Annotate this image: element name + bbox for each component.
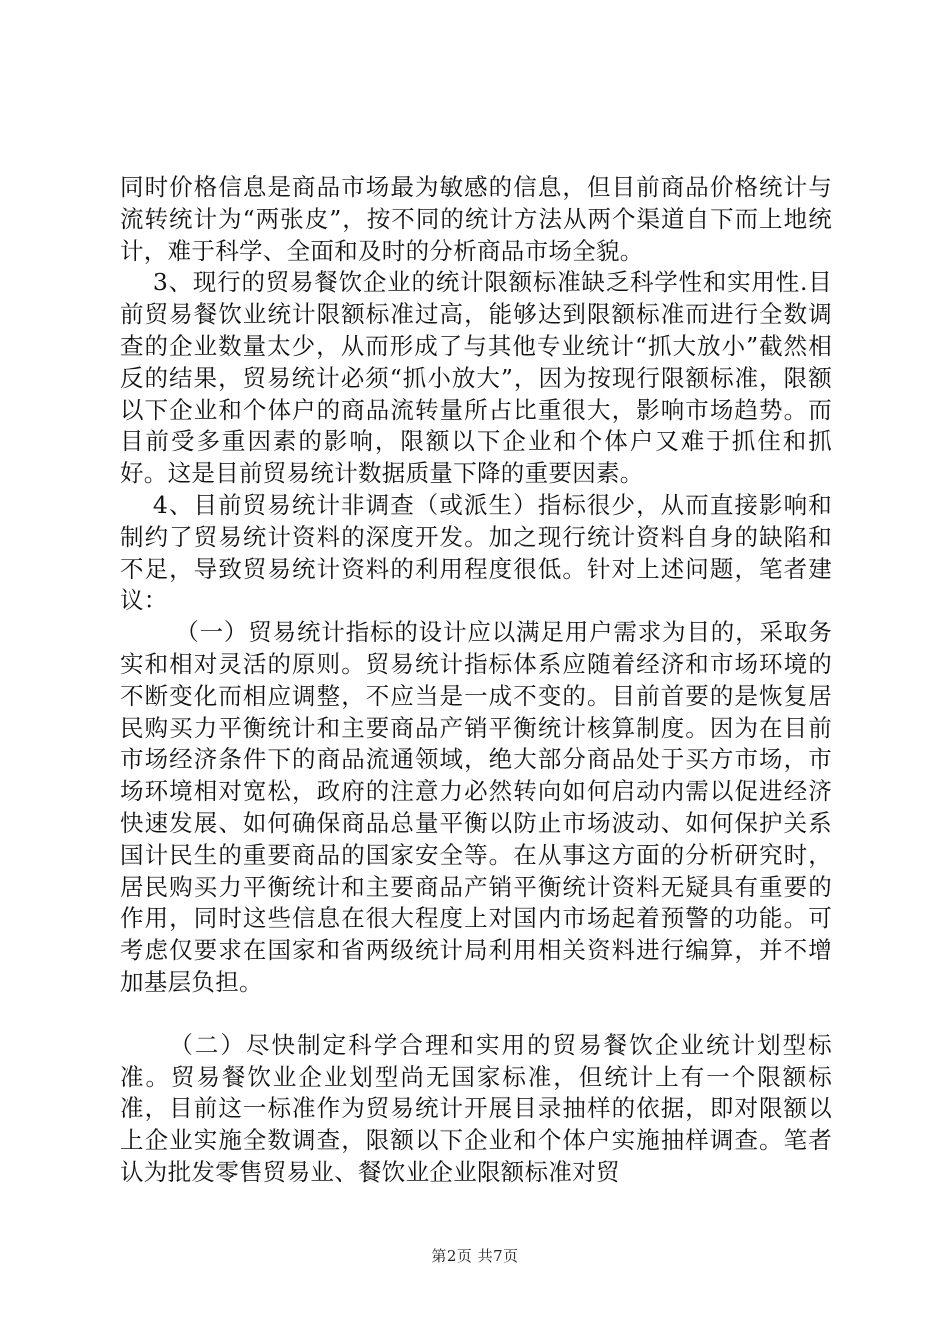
document-body — [120, 172, 832, 1189]
paragraph-suggestion-1: （一）贸易统计指标的设计应以满足用户需求为目的，采取务实和相对灵活的原则。贸易统计指标体系应随着经济和市场环境的不断变化而相应调整，不应当是一成不变的。目前首要的是恢复居民购买力平衡统计和主要商品产销平衡统计核算制度。因为在目前市场经济条件下的商品流通领域，绝大部分商品处于买方市场，市场环境相对宽松，政府的注意力必然转向如何启动内需以促进经济快速发展、如何确保商品总量平衡以防止市场波动、如何保护关系国计民生的重要商品的国家安全等。在从事这方面的分析研究时，居民购买力平衡统计和主要商品产销平衡统计资料无疑具有重要的作用，同时这些信息在很大程度上对国内市场起着预警的功能。可考虑仅要求在国家和省两级统计局利用相关资料进行编算，并不增加基层负担。 — [120, 618, 832, 996]
paragraph-item-4: 4、目前贸易统计非调查（或派生）指标很少，从而直接影响和制约了贸易统计资料的深度开发。加之现行统计资料自身的缺陷和不足，导致贸易统计资料的利用程度很低。针对上述问题，笔者建议： — [120, 490, 832, 615]
page-footer: 第2页 共7页 — [431, 1247, 519, 1265]
paragraph-suggestion-2: （二）尽快制定科学合理和实用的贸易餐饮企业统计划型标准。贸易餐饮业企业划型尚无国家标准，但统计上有一个限额标准，目前这一标准作为贸易统计开展目录抽样的依据，即对限额以上企业实施全数调查，限额以下企业和个体户实施抽样调查。笔者认为批发零售贸易业、餐饮业企业限额标准对贸 — [120, 1030, 832, 1186]
paragraph-item-3: 3、现行的贸易餐饮企业的统计限额标准缺乏科学性和实用性.目前贸易餐饮业统计限额标准过高，能够达到限额标准而进行全数调查的企业数量太少，从而形成了与其他专业统计“抓大放小”截然相反的结果，贸易统计必须“抓小放大”，因为按现行限额标准，限额以下企业和个体户的商品流转量所占比重很大，影响市场趋势。而目前受多重因素的影响，限额以下企业和个体户又难于抓住和抓好。这是目前贸易统计数据质量下降的重要因素。 — [120, 268, 832, 488]
paragraph-gap — [120, 999, 832, 1030]
paragraph-continuation: 同时价格信息是商品市场最为敏感的信息，但目前商品价格统计与流转统计为“两张皮”，按不同的统计方法从两个渠道自下而上地统计，难于科学、全面和及时的分析商品市场全貌。 — [120, 173, 832, 265]
